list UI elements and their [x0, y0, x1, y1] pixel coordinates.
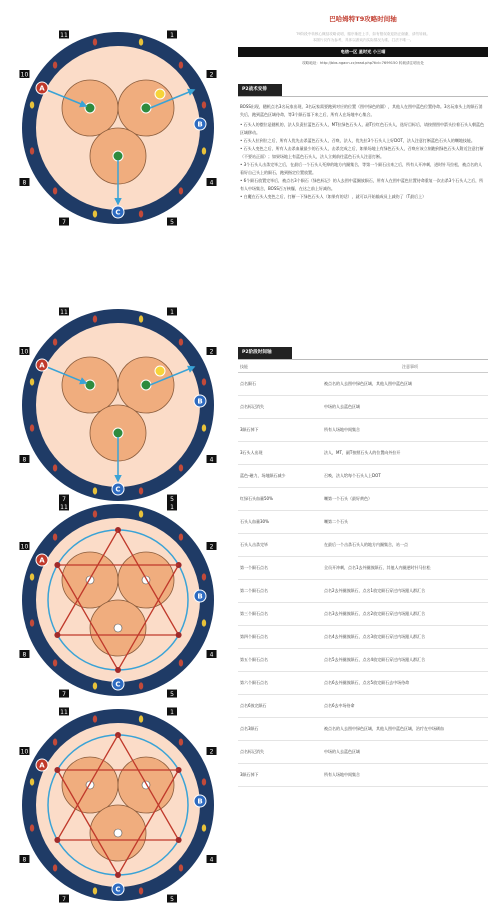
ring-gem — [139, 510, 143, 517]
clock-label — [59, 218, 69, 226]
svg-text:A: A — [39, 84, 45, 93]
clock-label — [59, 307, 69, 315]
svg-text:11: 11 — [60, 31, 68, 39]
page-title: 巴哈姆特T9攻略时间轴 — [329, 15, 397, 23]
ring-gem — [93, 887, 97, 894]
ring-gem — [179, 187, 183, 194]
ring-gem — [53, 659, 57, 666]
skill-cell: 3陨石掉下 — [240, 772, 259, 777]
ring-gem — [30, 619, 34, 626]
svg-text:7: 7 — [62, 495, 66, 503]
svg-text:7: 7 — [62, 690, 66, 698]
clock-label — [167, 30, 177, 38]
ring-gem — [202, 147, 206, 154]
svg-text:1: 1 — [170, 708, 174, 716]
waymark-a — [36, 359, 48, 371]
waymark-b — [194, 395, 206, 407]
ring-gem — [139, 487, 143, 494]
clock-label — [167, 707, 177, 715]
svg-text:11: 11 — [60, 308, 68, 316]
waymark-c — [112, 883, 124, 895]
credits-bar: 电信一区 星时光 小三喵 — [238, 47, 488, 57]
ring-gem — [202, 824, 206, 831]
arena-diagram-2 — [18, 305, 218, 505]
ring-gem — [53, 61, 57, 68]
svg-text:8: 8 — [22, 856, 27, 864]
ring-gem — [139, 315, 143, 322]
clock-label — [207, 650, 217, 658]
svg-text:7: 7 — [62, 895, 66, 903]
ring-gem — [30, 424, 34, 431]
svg-text:A: A — [39, 556, 45, 565]
table-row — [238, 626, 488, 649]
tactics-bullet: • 白魔在石头人变色之后，打断一下绿色石头人（如果有的话），就可以开始输成员上减伤了（T最后上） — [240, 194, 427, 199]
table-row — [238, 672, 488, 695]
waymark-a — [36, 759, 48, 771]
note-cell: 嘲第一个石头（最好黄色） — [324, 496, 372, 501]
table-row — [238, 419, 488, 442]
green-spot — [141, 103, 151, 113]
table-row — [238, 764, 488, 787]
meteor-spot — [115, 872, 121, 878]
clock-label — [59, 707, 69, 715]
diagram-column — [0, 0, 232, 903]
svg-text:10: 10 — [20, 748, 29, 756]
meteor-spot — [176, 837, 182, 843]
skill-cell: 第一个陨石点名 — [240, 565, 268, 570]
svg-text:5: 5 — [170, 495, 174, 503]
clock-label — [207, 455, 217, 463]
ring-gem — [53, 187, 57, 194]
svg-text:5: 5 — [170, 218, 174, 226]
ring-gem — [53, 864, 57, 871]
meteor-spot — [54, 632, 60, 638]
col-note-header: 注意事项 — [402, 364, 418, 369]
clock-label — [207, 178, 217, 186]
table-row — [238, 373, 488, 396]
clock-label — [167, 690, 177, 698]
col-skill-header: 技能 — [240, 364, 248, 369]
svg-text:1: 1 — [170, 503, 174, 511]
clock-label — [19, 855, 29, 863]
waymark-a — [36, 554, 48, 566]
table-row — [238, 534, 488, 557]
note-cell: 点名6去中场待命 — [324, 703, 355, 708]
table-row — [238, 396, 488, 419]
waymark-b — [194, 795, 206, 807]
ring-gem — [202, 778, 206, 785]
clock-label — [207, 747, 217, 755]
skill-cell: 点名6放完陨石 — [240, 703, 267, 708]
skill-cell: 第二个陨石点名 — [240, 588, 268, 593]
svg-text:1: 1 — [170, 31, 174, 39]
table-row — [238, 557, 488, 580]
waymark-a — [36, 82, 48, 94]
clock-label — [19, 455, 29, 463]
svg-text:4: 4 — [209, 179, 214, 187]
svg-text:B: B — [197, 592, 203, 601]
skill-cell: 点名标记消失 — [240, 404, 264, 409]
clock-label — [19, 650, 29, 658]
skill-cell: 3石头人出现 — [240, 450, 263, 455]
ring-gem — [30, 778, 34, 785]
ring-gem — [30, 378, 34, 385]
yellow-spot — [155, 89, 165, 99]
waymark-c — [112, 483, 124, 495]
meteor-spot — [115, 667, 121, 673]
green-spot — [85, 380, 95, 390]
skill-cell: 石头人击杀完毕 — [240, 542, 268, 547]
skill-cell: 第五个陨石点名 — [240, 657, 268, 662]
svg-text:2: 2 — [209, 748, 214, 756]
note-cell: 所有人场地中间集合 — [324, 427, 360, 432]
ring-gem — [202, 424, 206, 431]
ghost-text-1: T9阶段中转核心概括攻略说明，循序渐进上手，如有错误欢迎指正谢谢，请勿转载。 — [296, 32, 430, 36]
ring-gem — [202, 619, 206, 626]
svg-text:C: C — [115, 485, 121, 494]
ring-gem — [93, 210, 97, 217]
table-row — [238, 649, 488, 672]
table-row — [238, 695, 488, 718]
clock-label — [59, 895, 69, 903]
note-cell: 全员开冲刺，点名1去外圈放陨石，其他人内圈逆时针马拉松 — [324, 565, 431, 570]
ring-gem — [202, 573, 206, 580]
skill-cell: 第四个陨石点名 — [240, 634, 268, 639]
ring-gem — [202, 378, 206, 385]
svg-text:11: 11 — [60, 503, 68, 511]
note-cell: 中场的人去蓝色区域 — [324, 749, 360, 754]
white-spot — [114, 624, 122, 632]
svg-text:B: B — [197, 120, 203, 129]
waymark-c — [112, 678, 124, 690]
clock-label — [19, 542, 29, 550]
ring-gem — [30, 824, 34, 831]
svg-text:C: C — [115, 885, 121, 894]
clock-label — [19, 70, 29, 78]
green-spot — [141, 380, 151, 390]
tactics-bullet: • 石头人变色之后，所有人击杀血量最少的石头人，击杀完成之后，如果场地上有绿色石头人，召唤应该立刻跑到绿色石头人附近注意打断（不要站正面）；如果场地上有蓝色石头人，法人立刻前往蓝色石头人注意打断。 — [240, 146, 484, 159]
timeline-table — [238, 362, 488, 787]
skill-cell: 点名陨石 — [240, 381, 256, 386]
svg-text:B: B — [197, 797, 203, 806]
tactics-bullet: • 3个石头人击杀完毕之后，在最后一个石头人死掉的地方内圈集合，等第一个陨石出来之后，所有人开冲刺，进时针马拉松，被点名的人看好自己头上的陨石，跑到指定位置放置。 — [240, 162, 483, 175]
arena-diagram-4 — [18, 705, 218, 905]
table-row — [238, 718, 488, 741]
arena-diagram-1 — [18, 28, 218, 228]
ring-gem — [93, 38, 97, 45]
table-row — [238, 488, 488, 511]
guide-address[interactable]: 攻略地址：http://bbs.ngacn.cc/read.php?tid=7699150 转载请注明出处 — [302, 61, 424, 65]
green-spot — [113, 428, 123, 438]
svg-text:2: 2 — [209, 348, 214, 356]
note-cell: 点名4去外圈放陨石，点名3放完陨石穿过内场跟人群汇合 — [324, 634, 426, 639]
skill-cell: 红绿石头血量50% — [240, 496, 273, 501]
svg-text:8: 8 — [22, 179, 27, 187]
table-row — [238, 511, 488, 534]
meteor-spot — [176, 632, 182, 638]
ring-gem — [93, 715, 97, 722]
waymark-b — [194, 590, 206, 602]
green-spot — [113, 151, 123, 161]
ring-gem — [179, 864, 183, 871]
skill-cell: 点名3陨石 — [240, 726, 259, 731]
waymark-c — [112, 206, 124, 218]
svg-text:C: C — [115, 208, 121, 217]
meteor-spot — [54, 562, 60, 568]
clock-label — [207, 855, 217, 863]
svg-text:5: 5 — [170, 895, 174, 903]
ring-gem — [139, 682, 143, 689]
clock-label — [167, 307, 177, 315]
skill-cell: 第六个陨石点名 — [240, 680, 268, 685]
tactics-intro: BOSS出现，随机点名3名玩家出现，3名玩家需要跑到对应的位置（图中绿色的圆），其他人在图中蓝色位置待命。3名玩家头上的陨石消失后，跑到蓝色区域待命，等3个陨石落下来之后，所有人在场地中心集合。 — [240, 104, 483, 117]
tactics-bullet: • 6个陨石放置完毕后，被点名3个陨石（绿色标记）的人去图中蓝圈放陨石，所有人在图中蓝色位置待命重复一次击杀3个石头人之后，所有人中场集合，BOSS百万核爆，在这之前上好减伤。 — [240, 178, 484, 191]
ring-gem — [139, 887, 143, 894]
note-cell: 点名6去外圈放陨石，点名5放完陨石去中场待命 — [324, 680, 410, 685]
section-heading-tactics: P2战术安排 — [238, 84, 282, 96]
clock-label — [19, 178, 29, 186]
skill-cell: 蓝色-磁力，场地陨石减少 — [240, 473, 286, 478]
waymark-b — [194, 118, 206, 130]
note-cell: 所有人场地中间集合 — [324, 772, 360, 777]
svg-text:11: 11 — [60, 708, 68, 716]
tactics-bullet: • 石头人的摆位是随机的，法人负责拉蓝色石头人，MT拉绿色石头人，副T拉红色石头人，选好目标后，请按照图中箭头拉着石头人朝蓝色区域移动。 — [240, 122, 484, 135]
note-cell: 被点名的人去图中绿色区域，其他人图中蓝色区域 — [324, 381, 412, 386]
yellow-spot — [155, 366, 165, 376]
white-spot — [114, 829, 122, 837]
svg-text:4: 4 — [209, 651, 214, 659]
svg-text:2: 2 — [209, 543, 214, 551]
table-row — [238, 603, 488, 626]
clock-label — [19, 347, 29, 355]
note-cell: 在最后一个击杀石头人的地方内圈集合，站一点 — [324, 542, 408, 547]
clock-label — [59, 690, 69, 698]
table-row — [238, 465, 488, 488]
skill-cell: 石头人血量30% — [240, 519, 269, 524]
meteor-spot — [54, 837, 60, 843]
ring-gem — [139, 715, 143, 722]
clock-label — [167, 895, 177, 903]
ring-gem — [53, 533, 57, 540]
svg-text:A: A — [39, 761, 45, 770]
meteor-spot — [54, 767, 60, 773]
ring-gem — [179, 738, 183, 745]
clock-label — [207, 347, 217, 355]
ring-gem — [30, 101, 34, 108]
clock-label — [167, 502, 177, 510]
divider — [238, 359, 488, 360]
ring-gem — [139, 210, 143, 217]
note-cell: 点名3去外圈放陨石，点名2放完陨石穿过内场跟人群汇合 — [324, 611, 426, 616]
note-cell: 中场的人去蓝色区域 — [324, 404, 360, 409]
svg-text:8: 8 — [22, 651, 27, 659]
ring-gem — [93, 315, 97, 322]
note-cell: 点名5去外圈放陨石，点名4放完陨石穿过内场跟人群汇合 — [324, 657, 426, 662]
clock-label — [207, 70, 217, 78]
ring-gem — [179, 464, 183, 471]
ring-gem — [179, 61, 183, 68]
skill-cell: 点名标记消失 — [240, 749, 264, 754]
ring-gem — [53, 738, 57, 745]
note-cell: 嘲第二个石头 — [324, 519, 348, 524]
note-cell: 被点名的人去图中绿色区域，其他人图中蓝色区域，治疗在中场刷血 — [324, 726, 444, 731]
ring-gem — [30, 573, 34, 580]
svg-text:8: 8 — [22, 456, 27, 464]
svg-text:7: 7 — [62, 218, 66, 226]
text-column — [232, 0, 494, 777]
svg-text:A: A — [39, 361, 45, 370]
ring-gem — [53, 464, 57, 471]
svg-text:4: 4 — [209, 456, 214, 464]
note-cell: 法人，MT，副T按照石头人的位置向外拉开 — [324, 450, 401, 455]
green-spot — [85, 103, 95, 113]
svg-text:C: C — [115, 680, 121, 689]
ring-gem — [93, 682, 97, 689]
ring-gem — [53, 338, 57, 345]
svg-text:1: 1 — [170, 308, 174, 316]
svg-text:10: 10 — [20, 348, 29, 356]
skill-cell: 3陨石掉下 — [240, 427, 259, 432]
ring-gem — [93, 510, 97, 517]
ring-gem — [202, 101, 206, 108]
svg-text:B: B — [197, 397, 203, 406]
skill-cell: 第三个陨石点名 — [240, 611, 268, 616]
ring-gem — [139, 38, 143, 45]
ring-gem — [179, 659, 183, 666]
clock-label — [167, 218, 177, 226]
ghost-text-2: 本图片仅作为参考，具体以游戏内实际情况为准，打法不唯一。 — [312, 38, 414, 42]
clock-label — [19, 747, 29, 755]
svg-text:5: 5 — [170, 690, 174, 698]
ring-gem — [30, 147, 34, 154]
ring-gem — [93, 487, 97, 494]
table-row — [238, 580, 488, 603]
ring-gem — [179, 533, 183, 540]
note-cell: 召唤，法人给每个石头人上DOT — [324, 473, 381, 478]
table-header — [238, 362, 488, 373]
clock-label — [59, 30, 69, 38]
note-cell: 点名2去外圈放陨石，点名1放完陨石穿过内场跟人群汇合 — [324, 588, 426, 593]
ring-gem — [179, 338, 183, 345]
svg-text:4: 4 — [209, 856, 214, 864]
clock-label — [59, 502, 69, 510]
table-row — [238, 442, 488, 465]
svg-text:10: 10 — [20, 543, 29, 551]
svg-text:2: 2 — [209, 71, 214, 79]
clock-label — [207, 542, 217, 550]
svg-text:10: 10 — [20, 71, 29, 79]
tactics-bullet: • 石头人拉到位之后，所有人优先击杀蓝色石头人，召唤，法人，优先拉3个石头人上好DOT，法人注意打断蓝色石头人的嘲地技能。 — [240, 138, 475, 143]
section-heading-timeline: P2阶段时间轴 — [238, 347, 292, 359]
arena-diagram-3 — [18, 500, 218, 700]
